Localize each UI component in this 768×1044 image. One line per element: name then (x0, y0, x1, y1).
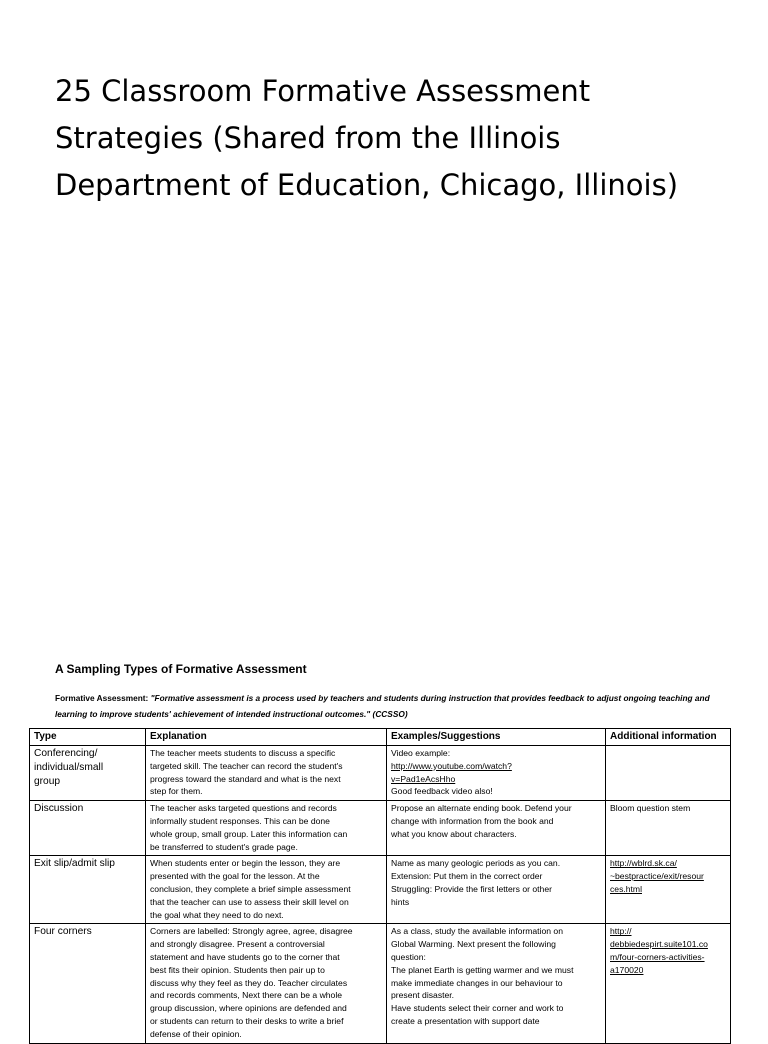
explanation-cell (146, 801, 387, 856)
explanation-text: Corners are labelled: Strongly agree, agree, disagree (150, 926, 353, 937)
explanation-text: informally student responses. This can be done (150, 815, 330, 826)
explanation-text: best fits their opinion. Students then pair up to (150, 964, 325, 975)
title-line: Strategies (Shared from the Illinois (55, 121, 561, 155)
examples-text: As a class, study the available information on (391, 926, 563, 937)
table-row (30, 746, 731, 801)
table-row (30, 801, 731, 856)
examples-text: hints (391, 896, 410, 907)
additional-cell (606, 856, 731, 924)
additional-link[interactable]: http://wblrd.sk.ca/ (610, 858, 677, 869)
explanation-text: or students can return to their desks to write a brief (150, 1015, 344, 1026)
table-body (30, 746, 731, 1044)
type-text: group (34, 776, 61, 787)
examples-text: Extension: Put them in the correct order (391, 871, 543, 882)
explanation-text: The teacher meets students to discuss a specific (150, 748, 336, 758)
examples-text: present disaster. (391, 990, 455, 1001)
type-cell (30, 856, 146, 924)
examples-text: make immediate changes in our behaviour to (391, 977, 563, 988)
definition-paragraph (55, 690, 715, 722)
type-cell (30, 746, 146, 801)
examples-cell (387, 856, 606, 924)
additional-link[interactable]: m/four-corners-activities- (610, 951, 705, 962)
examples-text: Video example: (391, 748, 451, 758)
header-type: Type (30, 729, 146, 746)
additional-cell (606, 746, 731, 801)
title-line: 25 Classroom Formative Assessment (55, 74, 591, 108)
explanation-text: whole group, small group. Later this information can (150, 828, 348, 839)
examples-cell (387, 746, 606, 801)
examples-link[interactable]: v=Pad1eAcsHho (391, 773, 456, 784)
explanation-text: that the teacher can use to assess their skill level on (150, 896, 349, 907)
examples-cell (387, 924, 606, 1043)
additional-cell (606, 924, 731, 1043)
explanation-text: targeted skill. The teacher can record the student's (150, 760, 343, 771)
header-additional: Additional information (606, 729, 731, 746)
explanation-text: When students enter or begin the lesson, they are (150, 858, 341, 869)
explanation-text: be transferred to student's grade page. (150, 841, 298, 852)
explanation-text: step for them. (150, 786, 203, 797)
explanation-text: progress toward the standard and what is the next (150, 773, 341, 784)
assessment-table (29, 728, 731, 1044)
examples-text: create a presentation with support date (391, 1015, 540, 1026)
additional-text: Bloom question stem (610, 803, 691, 814)
examples-text: question: (391, 951, 426, 962)
explanation-text: the goal what they need to do next. (150, 909, 284, 920)
additional-link[interactable]: a170020 (610, 964, 644, 975)
type-cell (30, 924, 146, 1043)
examples-link[interactable]: http://www.youtube.com/watch? (391, 760, 512, 771)
explanation-text: The teacher asks targeted questions and records (150, 803, 337, 814)
explanation-cell (146, 746, 387, 801)
examples-text: Have students select their corner and work to (391, 1003, 564, 1014)
definition-label: Formative Assessment: (55, 693, 151, 703)
explanation-cell (146, 924, 387, 1043)
examples-text: The planet Earth is getting warmer and we must (391, 964, 574, 975)
additional-link[interactable]: ~bestpractice/exit/resour (610, 871, 704, 882)
additional-link[interactable]: debbiedespirt.suite101.co (610, 939, 708, 950)
document-title (55, 68, 735, 209)
examples-text: change with information from the book and (391, 815, 554, 826)
explanation-text: and records comments, Next there can be a whole (150, 990, 343, 1001)
explanation-text: discuss why they feel as they do. Teacher circulates (150, 977, 348, 988)
explanation-text: and strongly disagree. Present a controversial (150, 939, 325, 950)
examples-text: Struggling: Provide the first letters or other (391, 883, 552, 894)
type-text: Conferencing/ (34, 748, 98, 759)
type-text: Discussion (34, 803, 84, 815)
explanation-text: group discussion, where opinions are defended and (150, 1003, 347, 1014)
explanation-text: conclusion, they complete a brief simple assessment (150, 883, 351, 894)
title-line: Department of Education, Chicago, Illinois) (55, 168, 679, 202)
definition-quote: "Formative assessment is a process used by teachers and students during instruction that provides feedback to adjust ongoing teaching and learning to improve students' achievement of intended instructional outcomes." (CCSSO) (55, 693, 710, 719)
table-header-row (30, 729, 731, 746)
examples-cell (387, 801, 606, 856)
type-cell (30, 801, 146, 856)
header-examples: Examples/Suggestions (387, 729, 606, 746)
type-text: Exit slip/admit slip (34, 858, 115, 870)
explanation-cell (146, 856, 387, 924)
examples-text: Good feedback video also! (391, 786, 493, 797)
explanation-text: presented with the goal for the lesson. At the (150, 871, 320, 882)
additional-link[interactable]: ces.html (610, 883, 642, 894)
additional-link[interactable]: http:// (610, 926, 632, 937)
explanation-text: defense of their opinion. (150, 1028, 242, 1039)
table-row (30, 856, 731, 924)
explanation-text: statement and have students go to the corner that (150, 951, 340, 962)
type-text: individual/small (34, 762, 104, 773)
examples-text: Propose an alternate ending book. Defend your (391, 803, 572, 814)
examples-text: Name as many geologic periods as you can. (391, 858, 561, 869)
additional-cell (606, 801, 731, 856)
type-text: Four corners (34, 926, 92, 938)
section-heading: A Sampling Types of Formative Assessment (55, 662, 307, 676)
examples-text: Global Warming. Next present the following (391, 939, 556, 950)
examples-text: what you know about characters. (391, 828, 517, 839)
table-row (30, 924, 731, 1043)
header-explanation: Explanation (146, 729, 387, 746)
